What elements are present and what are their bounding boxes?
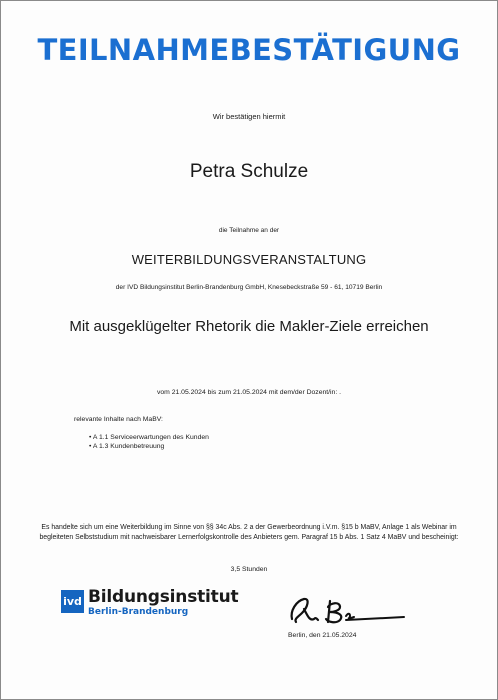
participant-name: Petra Schulze (189, 161, 309, 182)
ivd-logo-mark: ivd (61, 590, 84, 613)
institute-logo (61, 588, 251, 622)
logo-region: Berlin-Brandenburg (88, 607, 189, 617)
content-list (89, 433, 209, 451)
place-date: Berlin, den 21.05.2024 (288, 632, 357, 639)
certificate-heading: TEILNAHMEBESTÄTIGUNG (37, 33, 461, 67)
institute-address: der IVD Bildungsinstitut Berlin-Brandenburg GmbH, Knesebeckstraße 59 - 61, 10719 Berlin (115, 284, 383, 291)
event-type: WEITERBILDUNGSVERANSTALTUNG (131, 252, 367, 267)
content-label: relevante Inhalte nach MaBV: (74, 416, 163, 423)
signature (284, 589, 409, 629)
list-item: • A 1.3 Kundenbetreuung (89, 442, 209, 451)
participation-text: die Teilnahme an der (218, 227, 280, 234)
logo-name: Bildungsinstitut (88, 587, 239, 607)
hours-value: 3,5 Stunden (230, 566, 268, 573)
legal-text: Es handelte sich um eine Weiterbildung im Sinne von §§ 34c Abs. 2 a der Gewerbeordnung i.V.m. §15 b MaBV, Anlage 1 als Webinar im begleiteten Selbststudium mit nachweisbarer Lernerfolgskontrolle des Anbieters gem. Paragraf 15 b Abs. 1 Satz 4 MaBV und bescheinigt: (39, 524, 459, 541)
date-line: vom 21.05.2024 bis zum 21.05.2024 mit dem/der Dozent/in: . (157, 389, 341, 396)
confirm-text: Wir bestätigen hiermit (212, 112, 286, 121)
list-item: • A 1.1 Serviceerwartungen des Kunden (89, 433, 209, 442)
course-title: Mit ausgeklügelter Rhetorik die Makler-Ziele erreichen (69, 318, 429, 335)
